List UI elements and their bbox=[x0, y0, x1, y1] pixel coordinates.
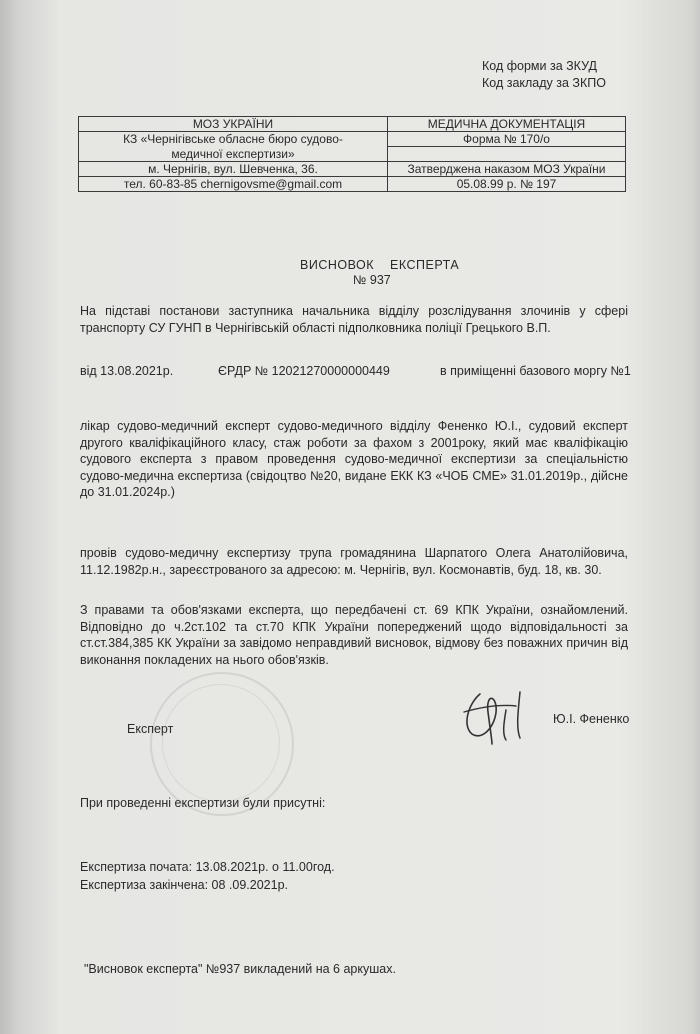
present-persons-label: При проведенні експертизи були присутні: bbox=[80, 796, 326, 810]
institution-name-line1: КЗ «Чернігівське обласне бюро судово- bbox=[79, 132, 388, 147]
document-number: № 937 bbox=[353, 273, 391, 287]
date-field: від 13.08.2021р. bbox=[80, 364, 174, 378]
examination-place: в приміщенні базового моргу №1 bbox=[440, 364, 631, 378]
zkud-code-label: Код форми за ЗКУД bbox=[482, 59, 597, 73]
erdr-number: ЄРДР № 12021270000000449 bbox=[218, 364, 390, 378]
expert-name: Ю.І. Фененко bbox=[553, 712, 630, 726]
expert-signature bbox=[458, 682, 538, 746]
approval-date: 05.08.99 р. № 197 bbox=[388, 177, 626, 192]
institution-contacts: тел. 60-83-85 chernigovsme@gmail.com bbox=[79, 177, 388, 192]
approval-order: Затверджена наказом МОЗ України bbox=[388, 162, 626, 177]
institution-address: м. Чернігів, вул. Шевченка, 36. bbox=[79, 162, 388, 177]
medical-documentation-label: МЕДИЧНА ДОКУМЕНТАЦІЯ bbox=[388, 117, 626, 132]
examination-finished: Експертиза закінчена: 08 .09.2021р. bbox=[80, 878, 289, 892]
examination-started: Експертиза почата: 13.08.2021р. о 11.00год. bbox=[80, 860, 335, 874]
expert-label: Експерт bbox=[127, 722, 174, 736]
header-table bbox=[78, 116, 626, 192]
rights-paragraph: З правами та обов'язками експерта, що передбачені ст. 69 КПК України, ознайомлений. Відповідно до ч.2ст.102 та ст.70 КПК України попереджений щодо відповідальності за ст.ст.384,385 КК України за завідомо неправдивий висновок, відмову без поважних причин від виконання покладених на нього обов'язків. bbox=[80, 603, 628, 667]
ministry-name: МОЗ УКРАЇНИ bbox=[79, 117, 388, 132]
form-codes bbox=[482, 58, 606, 92]
basis-paragraph: На підставі постанови заступника начальника відділу розслідування злочинів у сфері транспорту СУ ГУНП в Чернігівській області підполковника поліції Грецького В.П. bbox=[80, 304, 628, 335]
document-title: ВИСНОВОК ЕКСПЕРТА bbox=[300, 258, 460, 272]
examination-paragraph: провів судово-медичну експертизу трупа громадянина Шарпатого Олега Анатолійовича, 11.12.1982р.н., зареєстрованого за адресою: м. Чернігів, вул. Космонавтів, буд. 18, кв. 30. bbox=[80, 546, 628, 577]
footer-note: "Висновок експерта" №937 викладений на 6 аркушах. bbox=[84, 962, 396, 976]
zkpo-code-label: Код закладу за ЗКПО bbox=[482, 76, 606, 90]
expert-info-paragraph: лікар судово-медичний експерт судово-медичного відділу Фененко Ю.І., судовий експерт другого кваліфікаційного класу, стаж роботи за фахом з 2001року, який має кваліфікацію судового експерта з правом проведення судово-медичної експертизи за спеціальністю судово-медична експертиза (свідоцтво №20, видане ЕКК КЗ «ЧОБ СМЕ» 31.01.2019р., дійсне до 31.01.2024р.) bbox=[80, 419, 628, 499]
institution-name-line2: медичної експертизи» bbox=[79, 147, 388, 162]
form-number: Форма № 170/о bbox=[388, 132, 626, 147]
